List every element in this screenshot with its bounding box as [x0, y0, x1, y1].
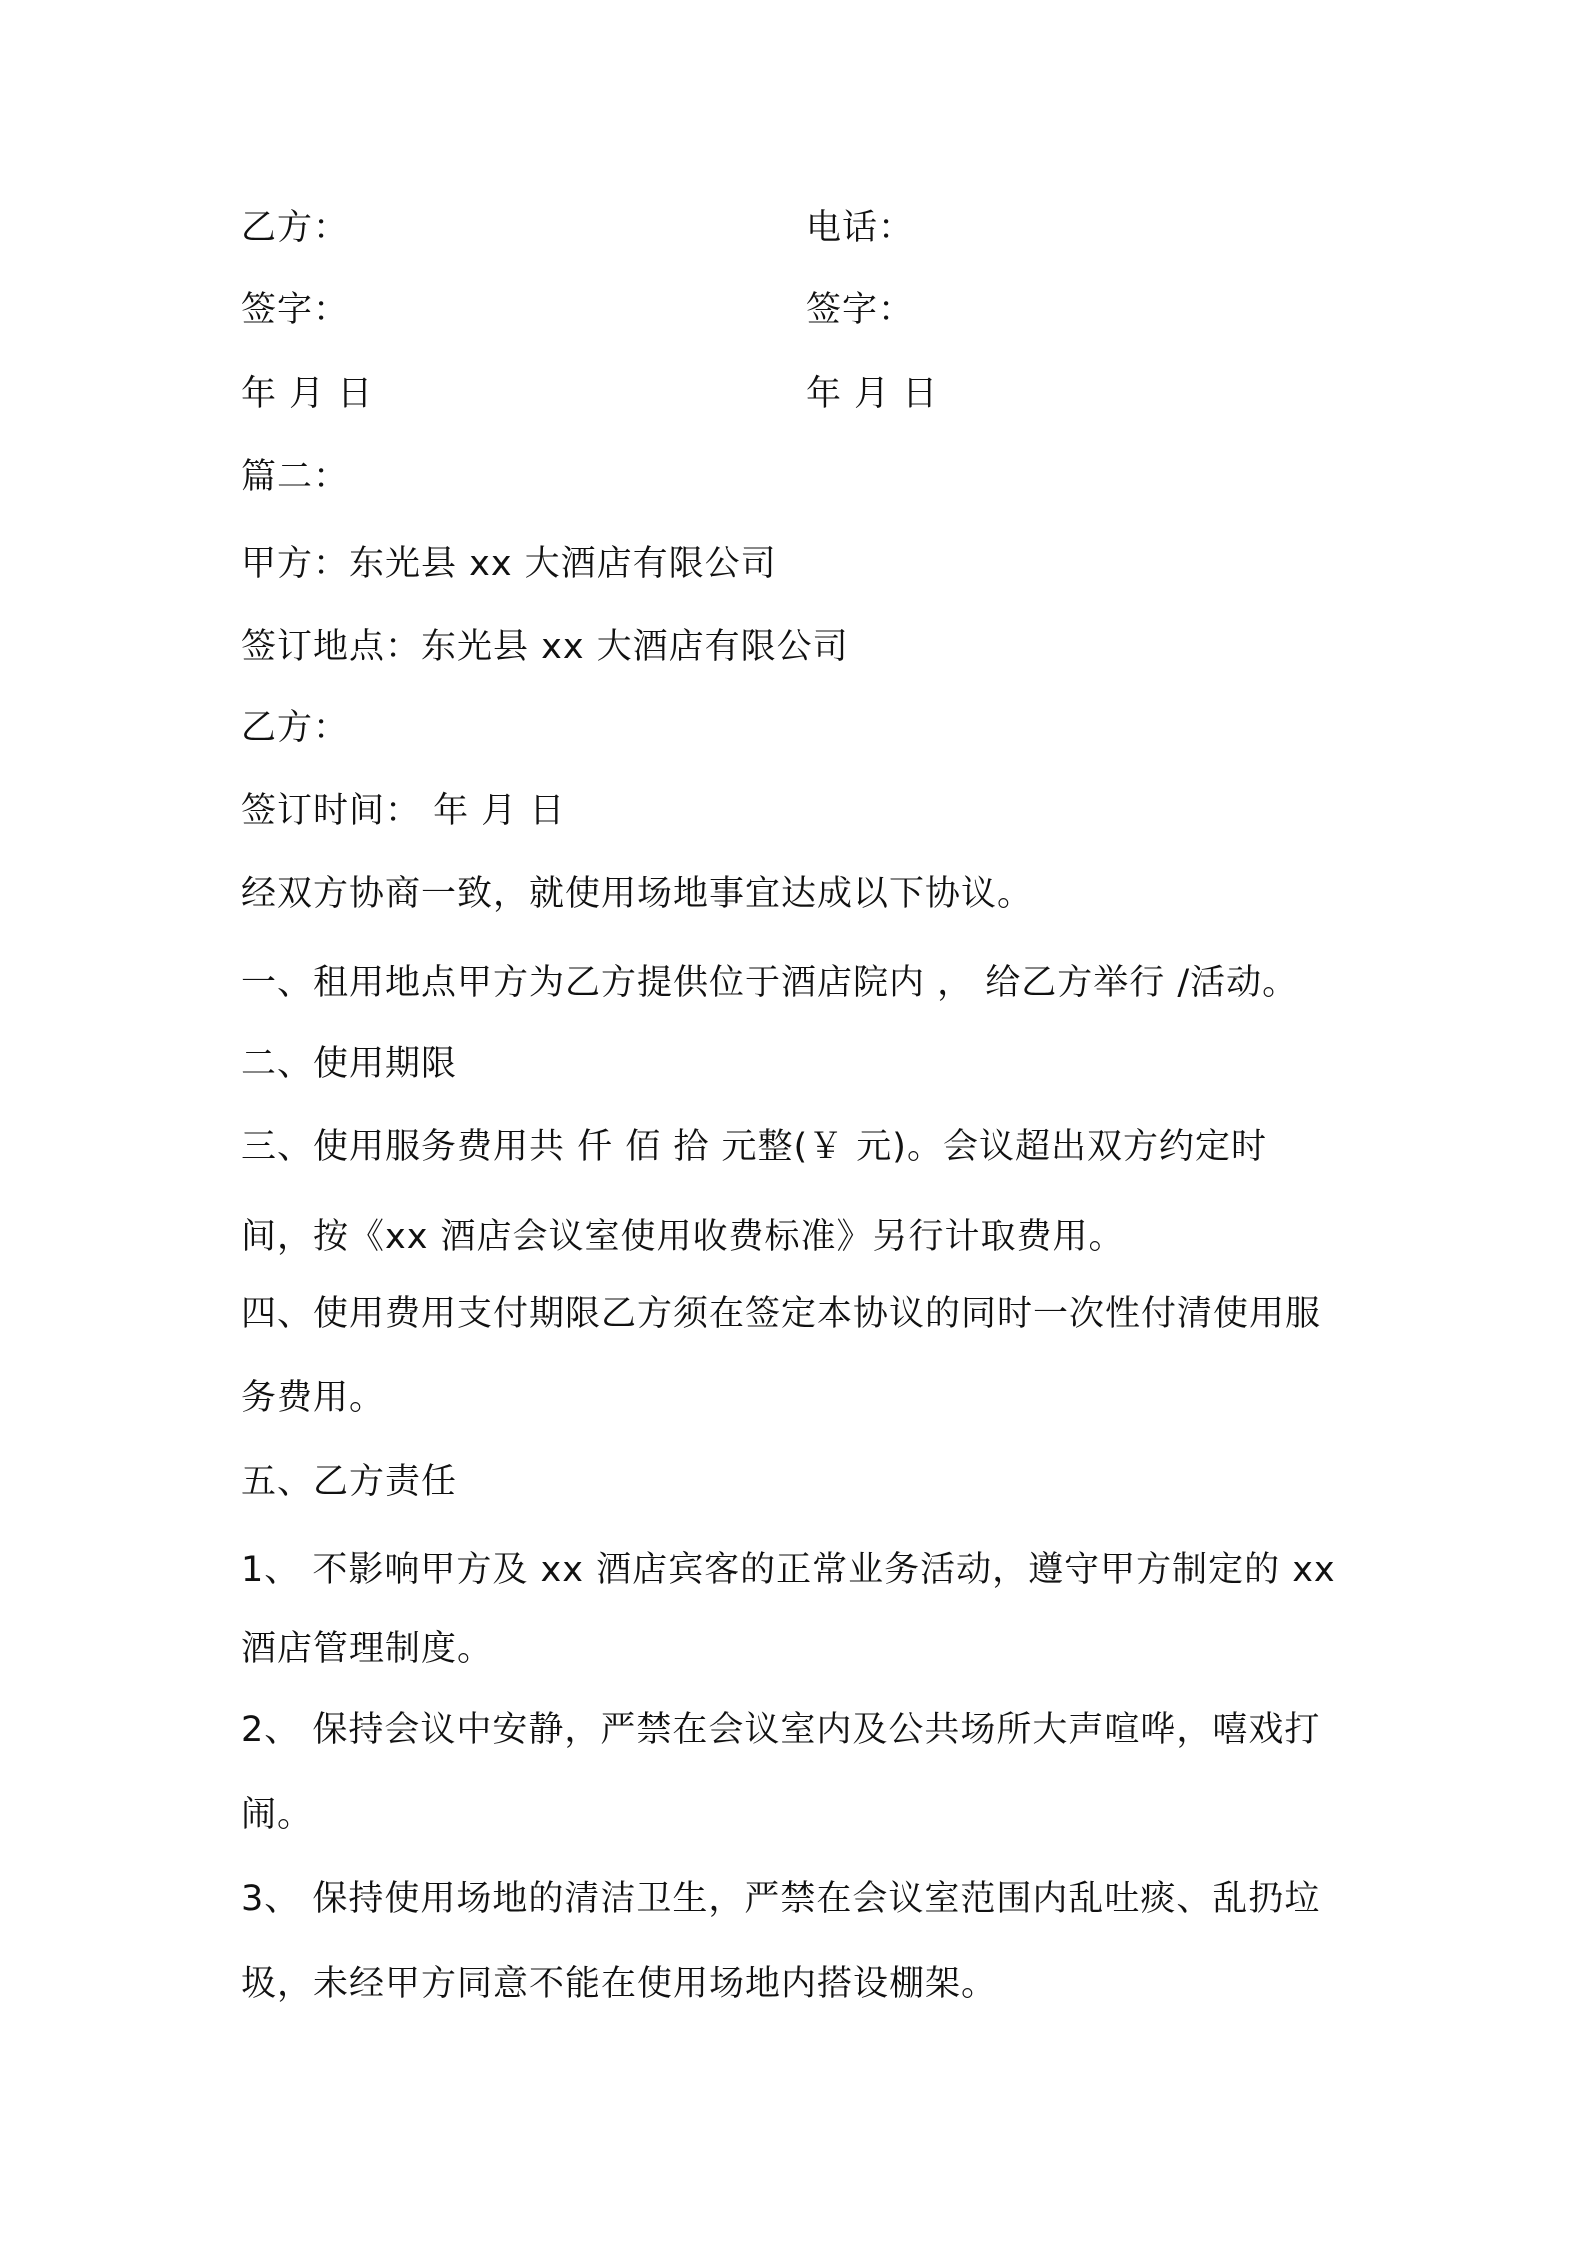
phone-label: 电话： [806, 208, 915, 248]
date-left: 年 月 日 [241, 374, 374, 414]
item-2-line-2: 闹。 [241, 1795, 314, 1835]
location-line: 签订地点：东光县 xx 大酒店有限公司 [241, 627, 849, 667]
clause-5: 五、乙方责任 [241, 1462, 458, 1502]
item-3-line-2: 圾，未经甲方同意不能在使用场地内搭设棚架。 [241, 1964, 998, 2004]
clause-4-line-2: 务费用。 [241, 1378, 386, 1418]
clause-2: 二、使用期限 [241, 1044, 458, 1084]
item-2-line-1: 2、 保持会议中安静，严禁在会议室内及公共场所大声喧哗，嘻戏打 [241, 1710, 1321, 1750]
date-right: 年 月 日 [806, 374, 939, 414]
clause-1: 一、租用地点甲方为乙方提供位于酒店院内 ， 给乙方举行 /活动。 [241, 963, 1299, 1003]
item-1-line-2: 酒店管理制度。 [241, 1629, 494, 1669]
item-1-line-1: 1、 不影响甲方及 xx 酒店宾客的正常业务活动，遵守甲方制定的 xx [241, 1550, 1336, 1590]
sign-time-line: 签订时间： 年 月 日 [241, 791, 566, 831]
party-b-label: 乙方： [241, 208, 350, 248]
party-a-line: 甲方：东光县 xx 大酒店有限公司 [241, 544, 777, 584]
signature-left: 签字： [241, 290, 350, 330]
intro-paragraph: 经双方协商一致，就使用场地事宜达成以下协议。 [241, 874, 1034, 914]
clause-3-line-2: 间，按《xx 酒店会议室使用收费标准》另行计取费用。 [241, 1217, 1125, 1257]
party-b-line: 乙方： [241, 708, 350, 748]
clause-3-line-1: 三、使用服务费用共 仟 佰 拾 元整(￥ 元)。会议超出双方约定时 [241, 1127, 1267, 1167]
signature-right: 签字： [806, 290, 915, 330]
item-3-line-1: 3、 保持使用场地的清洁卫生，严禁在会议室范围内乱吐痰、乱扔垃 [241, 1879, 1321, 1919]
clause-4-line-1: 四、使用费用支付期限乙方须在签定本协议的同时一次性付清使用服 [241, 1294, 1322, 1334]
section-title: 篇二： [241, 457, 350, 497]
